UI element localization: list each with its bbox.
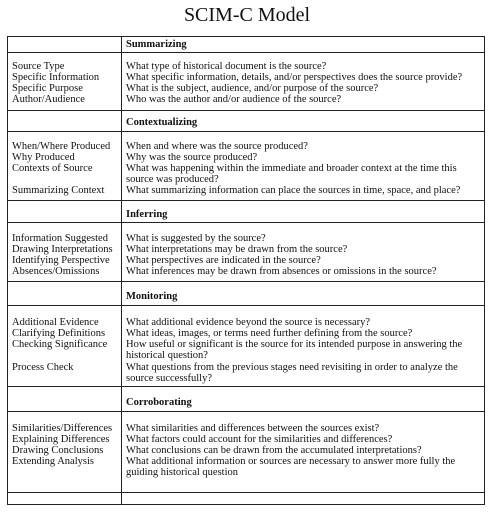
category-when-where-produced: When/Where Produced (12, 141, 111, 152)
category-author-audience: Author/Audience (12, 94, 85, 105)
category-source-type: Source Type (12, 61, 65, 72)
question: What is suggested by the source? (126, 233, 266, 244)
section-divider (8, 386, 484, 387)
category-contexts-of-source: Contexts of Source (12, 163, 93, 174)
header-divider (8, 305, 484, 306)
category-drawing-conclusions: Drawing Conclusions (12, 445, 104, 456)
question: What type of historical document is the source? (126, 61, 327, 72)
question: What questions from the previous stages need revisiting in order to analyze the source successfully? (126, 362, 458, 384)
question: What interpretations may be drawn from the source? (126, 244, 348, 255)
category-extending-analysis: Extending Analysis (12, 456, 94, 467)
question: What perspectives are indicated in the source? (126, 255, 321, 266)
category-drawing-interpretations: Drawing Interpretations (12, 244, 113, 255)
question: What conclusions can be drawn from the accumulated interpretations? (126, 445, 422, 456)
section-divider (8, 110, 484, 111)
category-summarizing-context: Summarizing Context (12, 185, 105, 196)
question: What was happening within the immediate and broader context at the time this source was produced? (126, 163, 457, 185)
question: When and where was the source produced? (126, 141, 308, 152)
category-information-suggested: Information Suggested (12, 233, 108, 244)
category-absences-omissions: Absences/Omissions (12, 266, 100, 277)
category-process-check: Process Check (12, 362, 74, 373)
scim-c-table (7, 36, 485, 505)
question: Why was the source produced? (126, 152, 258, 163)
category-specific-purpose: Specific Purpose (12, 83, 83, 94)
category-explaining-differences: Explaining Differences (12, 434, 110, 445)
category-checking-significance: Checking Significance (12, 339, 108, 350)
question: What summarizing information can place the sources in time, space, and place? (126, 185, 461, 196)
header-divider (8, 131, 484, 132)
category-additional-evidence: Additional Evidence (12, 317, 99, 328)
section-header-inferring: Inferring (126, 209, 168, 220)
question: What ideas, images, or terms need further defining from the source? (126, 328, 413, 339)
question: How useful or significant is the source for its intended purpose in answering the historical question? (126, 339, 463, 361)
section-header-summarizing: Summarizing (126, 39, 187, 50)
header-divider (8, 52, 484, 53)
section-divider (8, 492, 484, 493)
question: What similarities and differences between the sources exist? (126, 423, 380, 434)
section-divider (8, 200, 484, 201)
page-title: SCIM-C Model (183, 4, 311, 26)
category-identifying-perspective: Identifying Perspective (12, 255, 110, 266)
question: What specific information, details, and/or perspectives does the source provide? (126, 72, 463, 83)
question: What additional information or sources are necessary to answer more fully the guiding historical question (126, 456, 456, 478)
header-divider (8, 222, 484, 223)
section-divider (8, 281, 484, 282)
question: What factors could account for the similarities and differences? (126, 434, 393, 445)
header-divider (8, 411, 484, 412)
category-why-produced: Why Produced (12, 152, 75, 163)
question: What additional evidence beyond the source is necessary? (126, 317, 371, 328)
question: Who was the author and/or audience of the source? (126, 94, 342, 105)
section-header-corroborating: Corroborating (126, 397, 192, 408)
section-header-monitoring: Monitoring (126, 291, 178, 302)
question: What is the subject, audience, and/or purpose of the source? (126, 83, 379, 94)
category-specific-information: Specific Information (12, 72, 100, 83)
section-header-contextualizing: Contextualizing (126, 117, 198, 128)
category-similarities-differences: Similarities/Differences (12, 423, 113, 434)
question: What inferences may be drawn from absences or omissions in the source? (126, 266, 437, 277)
category-clarifying-definitions: Clarifying Definitions (12, 328, 106, 339)
column-divider (121, 37, 122, 504)
